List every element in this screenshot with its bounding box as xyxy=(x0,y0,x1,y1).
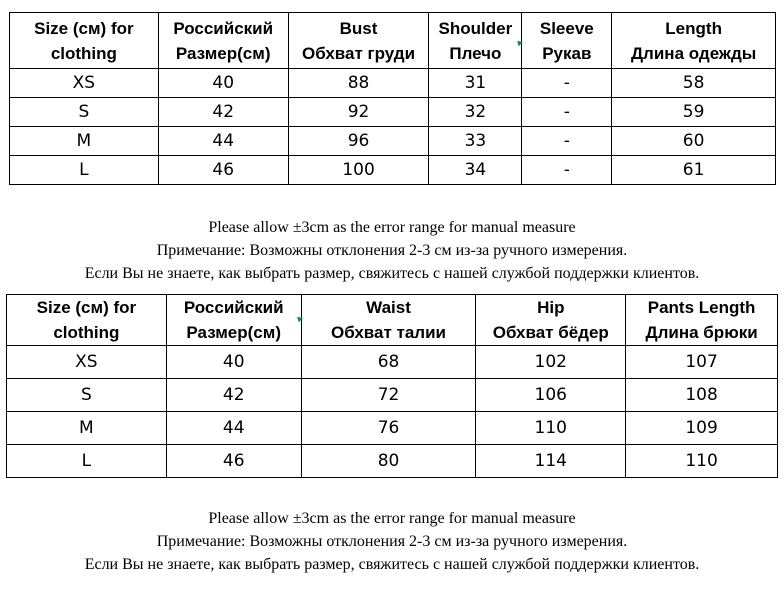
table-cell: 96 xyxy=(288,127,429,156)
header-size: Size (см) for clothing xyxy=(10,13,159,69)
top-notes xyxy=(0,216,784,285)
table-cell: M xyxy=(7,412,167,445)
note-line: Please allow ±3cm as the error range for manual measure xyxy=(208,219,576,236)
bottom-size-table xyxy=(6,294,778,478)
note-line: Примечание: Возможны отклонения 2-3 см из-за ручного измерения. xyxy=(156,242,628,259)
table-cell: 114 xyxy=(476,445,626,478)
table-cell: M xyxy=(10,127,159,156)
table-cell: 109 xyxy=(626,412,778,445)
note-line: Примечание: Возможны отклонения 2-3 см из-за ручного измерения. xyxy=(156,533,628,550)
table-cell: 102 xyxy=(476,346,626,379)
table-cell: 44 xyxy=(158,127,288,156)
table-cell: 80 xyxy=(301,445,476,478)
header-pants-length: Pants Length Длина брюки xyxy=(626,295,778,346)
table-cell: - xyxy=(522,98,612,127)
table-cell: 34 xyxy=(429,156,522,185)
header-waist: Waist Обхват талии xyxy=(301,295,476,346)
table-row xyxy=(10,127,776,156)
table-cell: 60 xyxy=(612,127,776,156)
table-cell: S xyxy=(10,98,159,127)
bottom-notes xyxy=(0,507,784,576)
header-shoulder: Shoulder Плечо xyxy=(429,13,522,69)
table-cell: 59 xyxy=(612,98,776,127)
table-row xyxy=(10,156,776,185)
table-cell: S xyxy=(7,379,167,412)
table-cell: XS xyxy=(7,346,167,379)
table-cell: XS xyxy=(10,69,159,98)
table-cell: 76 xyxy=(301,412,476,445)
table-row xyxy=(7,379,778,412)
header-hip: Hip Обхват бёдер xyxy=(476,295,626,346)
table-cell: 106 xyxy=(476,379,626,412)
table-row xyxy=(7,346,778,379)
table-cell: 33 xyxy=(429,127,522,156)
top-size-table xyxy=(9,12,776,185)
table-row xyxy=(7,445,778,478)
header-russian-size: Российский Размер(см) xyxy=(166,295,301,346)
table-cell: 40 xyxy=(158,69,288,98)
table-cell: 61 xyxy=(612,156,776,185)
table-cell: L xyxy=(7,445,167,478)
header-length: Length Длина одежды xyxy=(612,13,776,69)
table-cell: - xyxy=(522,127,612,156)
table-cell: - xyxy=(522,156,612,185)
table-cell: 46 xyxy=(158,156,288,185)
table-cell: 100 xyxy=(288,156,429,185)
top-table-header-row xyxy=(10,13,776,69)
table-row xyxy=(7,412,778,445)
note-line: Если Вы не знаете, как выбрать размер, свяжитесь с нашей службой поддержки клиентов. xyxy=(84,265,700,282)
table-cell: 107 xyxy=(626,346,778,379)
table-cell: 110 xyxy=(626,445,778,478)
table-cell: 58 xyxy=(612,69,776,98)
table-cell: 92 xyxy=(288,98,429,127)
table-row xyxy=(10,98,776,127)
table-cell: 32 xyxy=(429,98,522,127)
header-size: Size (см) for clothing xyxy=(7,295,167,346)
table-cell: 42 xyxy=(158,98,288,127)
table-cell: 88 xyxy=(288,69,429,98)
header-bust: Bust Обхват груди xyxy=(288,13,429,69)
table-cell: - xyxy=(522,69,612,98)
table-cell: 46 xyxy=(166,445,301,478)
note-line: Please allow ±3cm as the error range for manual measure xyxy=(208,510,576,527)
table-cell: 44 xyxy=(166,412,301,445)
header-sleeve: Sleeve Рукав xyxy=(522,13,612,69)
table-cell: 42 xyxy=(166,379,301,412)
table-cell: L xyxy=(10,156,159,185)
note-line: Если Вы не знаете, как выбрать размер, свяжитесь с нашей службой поддержки клиентов. xyxy=(84,556,700,573)
table-cell: 31 xyxy=(429,69,522,98)
header-russian-size: Российский Размер(см) xyxy=(158,13,288,69)
table-row xyxy=(10,69,776,98)
table-cell: 40 xyxy=(166,346,301,379)
bottom-table-header-row xyxy=(7,295,778,346)
table-cell: 72 xyxy=(301,379,476,412)
table-cell: 108 xyxy=(626,379,778,412)
table-cell: 68 xyxy=(301,346,476,379)
table-cell: 110 xyxy=(476,412,626,445)
